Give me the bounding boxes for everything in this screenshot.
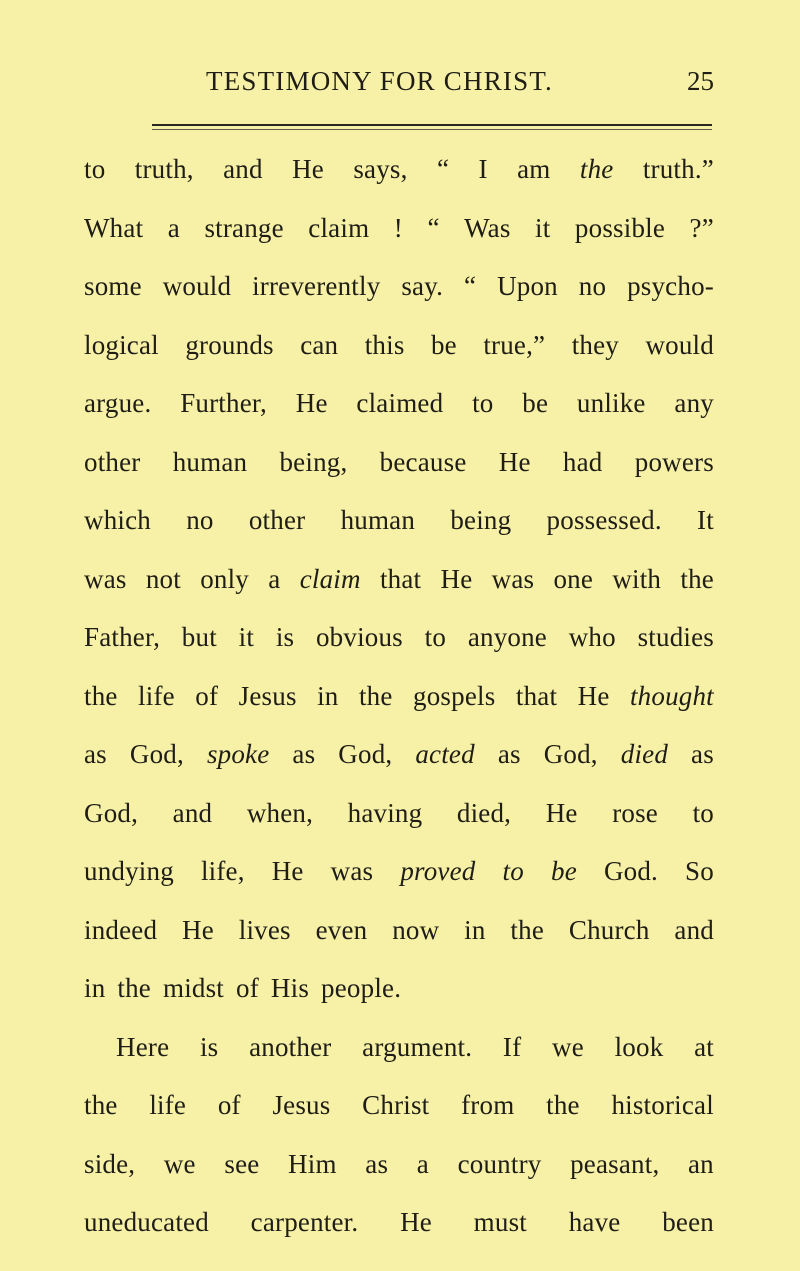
- word: we: [552, 1031, 584, 1062]
- text-line: [84, 901, 714, 960]
- word: no: [578, 271, 607, 301]
- word: lives: [238, 914, 291, 945]
- word: died,: [456, 797, 512, 828]
- word: logical: [84, 329, 159, 360]
- word: was: [330, 856, 374, 886]
- word: one: [553, 563, 594, 594]
- word: the: [358, 680, 393, 711]
- word: to: [472, 388, 494, 418]
- word: any: [674, 388, 714, 418]
- running-title: TESTIMONY FOR CHRIST.: [206, 66, 553, 96]
- body-text: [84, 140, 714, 1252]
- word: people.: [321, 973, 402, 1003]
- word: was: [84, 563, 127, 594]
- word: to: [424, 622, 447, 652]
- word: He: [498, 446, 531, 477]
- text-line: [84, 550, 714, 609]
- word: life,: [200, 856, 245, 886]
- word: am: [517, 154, 551, 184]
- word: other: [84, 446, 141, 477]
- text-line: [84, 1135, 714, 1194]
- word: would: [645, 329, 714, 360]
- word: look: [614, 1031, 664, 1062]
- text-line: [84, 842, 714, 901]
- word: truth,: [134, 154, 194, 184]
- word: indeed: [84, 914, 158, 945]
- word: truth.”: [642, 154, 714, 184]
- word: thought: [629, 680, 714, 711]
- word: Father,: [84, 622, 161, 652]
- word: we: [163, 1148, 196, 1179]
- word: God,: [84, 797, 139, 828]
- word: in: [84, 973, 106, 1003]
- word: died: [620, 739, 669, 769]
- word: have: [568, 1207, 621, 1237]
- page-number: 25: [687, 66, 714, 96]
- word: that: [379, 563, 422, 594]
- word: claim: [308, 212, 370, 243]
- text-line: [84, 1018, 714, 1077]
- word: be: [522, 388, 549, 418]
- word: Further,: [180, 388, 267, 418]
- word: claimed: [356, 388, 444, 418]
- text-line: [84, 433, 714, 492]
- word: true,”: [483, 329, 546, 360]
- word: be: [551, 856, 577, 886]
- word: of: [236, 973, 259, 1003]
- word: Christ: [362, 1090, 430, 1120]
- word: life: [138, 680, 175, 711]
- word: which: [84, 505, 151, 535]
- text-line: [84, 959, 714, 1018]
- word: ?”: [689, 212, 714, 243]
- text-line: [84, 140, 714, 199]
- word: but: [181, 622, 217, 652]
- word: argue.: [84, 388, 152, 418]
- text-line: [84, 199, 714, 258]
- word: God.: [603, 856, 658, 886]
- text-line: [84, 1193, 714, 1252]
- text-line: [84, 1076, 714, 1135]
- word: the: [546, 1090, 580, 1120]
- word: He: [440, 563, 473, 594]
- text-line: [84, 374, 714, 433]
- word: had: [562, 446, 603, 477]
- word: possible: [574, 212, 666, 243]
- word: country: [457, 1148, 542, 1179]
- word: So: [685, 856, 714, 886]
- word: must: [473, 1207, 527, 1237]
- text-line: [84, 257, 714, 316]
- word: is: [275, 622, 295, 652]
- word: He: [400, 1207, 432, 1237]
- word: even: [315, 914, 368, 945]
- word: anyone: [467, 622, 547, 652]
- word: !: [393, 212, 403, 243]
- word: was: [491, 563, 535, 594]
- word: God,: [338, 739, 393, 769]
- word: who: [568, 622, 616, 652]
- word: the: [84, 680, 118, 711]
- text-line: [84, 316, 714, 375]
- word: be: [430, 329, 457, 360]
- running-head: [150, 66, 714, 106]
- word: carpenter.: [250, 1207, 359, 1237]
- word: now: [392, 914, 440, 945]
- word: not: [145, 563, 181, 594]
- word: when,: [246, 797, 314, 828]
- word: to: [692, 797, 714, 828]
- word: the: [510, 914, 545, 945]
- word: being,: [279, 446, 348, 477]
- word: His: [270, 973, 310, 1003]
- word: Church: [568, 914, 650, 945]
- word: psycho-: [627, 271, 714, 301]
- word: they: [571, 329, 619, 360]
- word: “: [427, 212, 440, 243]
- word: the: [680, 563, 714, 594]
- word: of: [195, 680, 219, 711]
- word: side,: [84, 1148, 136, 1179]
- word: He: [295, 388, 328, 418]
- word: historical: [611, 1090, 714, 1120]
- text-line: [84, 608, 714, 667]
- word: a: [268, 563, 281, 594]
- word: studies: [637, 622, 714, 652]
- word: that: [515, 680, 558, 711]
- word: and: [674, 914, 714, 945]
- word: is: [199, 1031, 219, 1062]
- word: He: [292, 154, 324, 184]
- word: of: [217, 1090, 241, 1120]
- text-line: [84, 725, 714, 784]
- word: see: [224, 1148, 260, 1179]
- text-line: [84, 784, 714, 843]
- word: human: [172, 446, 248, 477]
- word: another: [249, 1031, 332, 1062]
- word: possessed.: [546, 505, 662, 535]
- word: it: [238, 622, 255, 652]
- word: argument.: [362, 1031, 473, 1062]
- word: undying: [84, 856, 174, 886]
- word: a: [416, 1148, 429, 1179]
- word: and: [172, 797, 213, 828]
- word: gospels: [413, 680, 496, 711]
- word: to: [84, 154, 106, 184]
- word: says,: [353, 154, 408, 184]
- word: would: [162, 271, 232, 301]
- word: It: [697, 505, 714, 535]
- word: unlike: [576, 388, 646, 418]
- word: Upon: [497, 271, 558, 301]
- word: life: [149, 1090, 187, 1120]
- word: irreverently: [252, 271, 381, 301]
- word: strange: [204, 212, 284, 243]
- word: rose: [612, 797, 658, 828]
- word: spoke: [206, 739, 270, 769]
- word: What: [84, 212, 144, 243]
- word: “: [436, 154, 450, 184]
- header-rule: [152, 124, 712, 126]
- word: He: [545, 797, 578, 828]
- word: obvious: [315, 622, 403, 652]
- word: human: [340, 505, 416, 535]
- word: the: [84, 1090, 118, 1120]
- word: as: [365, 1148, 389, 1179]
- word: If: [502, 1031, 522, 1062]
- word: a: [167, 212, 180, 243]
- word: because: [379, 446, 467, 477]
- word: uneducated: [84, 1207, 209, 1237]
- word: Him: [288, 1148, 337, 1179]
- word: at: [694, 1031, 714, 1062]
- text-line: [84, 667, 714, 726]
- word: He: [577, 680, 610, 711]
- word: in: [464, 914, 486, 945]
- word: as: [497, 739, 521, 769]
- text-line: [84, 491, 714, 550]
- word: powers: [634, 446, 714, 477]
- word: some: [84, 271, 142, 301]
- word: other: [248, 505, 306, 535]
- word: Here: [116, 1031, 170, 1062]
- word: it: [535, 212, 551, 243]
- word: from: [461, 1090, 515, 1120]
- word: Jesus: [272, 1090, 331, 1120]
- word: no: [186, 505, 214, 535]
- word: been: [662, 1207, 714, 1237]
- word: I: [478, 154, 488, 184]
- word: Was: [464, 212, 511, 243]
- word: God,: [129, 739, 184, 769]
- word: having: [347, 797, 423, 828]
- word: in: [317, 680, 339, 711]
- word: as: [84, 739, 107, 769]
- word: can: [300, 329, 339, 360]
- word: He: [182, 914, 214, 945]
- word: and: [223, 154, 263, 184]
- word: with: [612, 563, 662, 594]
- word: proved: [400, 856, 476, 886]
- word: peasant,: [570, 1148, 660, 1179]
- word: Jesus: [238, 680, 297, 711]
- word: acted: [415, 739, 475, 769]
- word: God,: [543, 739, 598, 769]
- word: an: [688, 1148, 714, 1179]
- word: as: [691, 739, 714, 769]
- word: as: [292, 739, 316, 769]
- word: claim: [299, 563, 361, 594]
- word: to: [502, 856, 524, 886]
- word: being: [450, 505, 512, 535]
- word: the: [579, 154, 614, 184]
- word: the: [117, 973, 151, 1003]
- word: only: [200, 563, 250, 594]
- word: this: [364, 329, 405, 360]
- word: say.: [401, 271, 444, 301]
- word: grounds: [185, 329, 274, 360]
- word: midst: [163, 973, 225, 1003]
- word: “: [464, 271, 477, 301]
- word: He: [271, 856, 304, 886]
